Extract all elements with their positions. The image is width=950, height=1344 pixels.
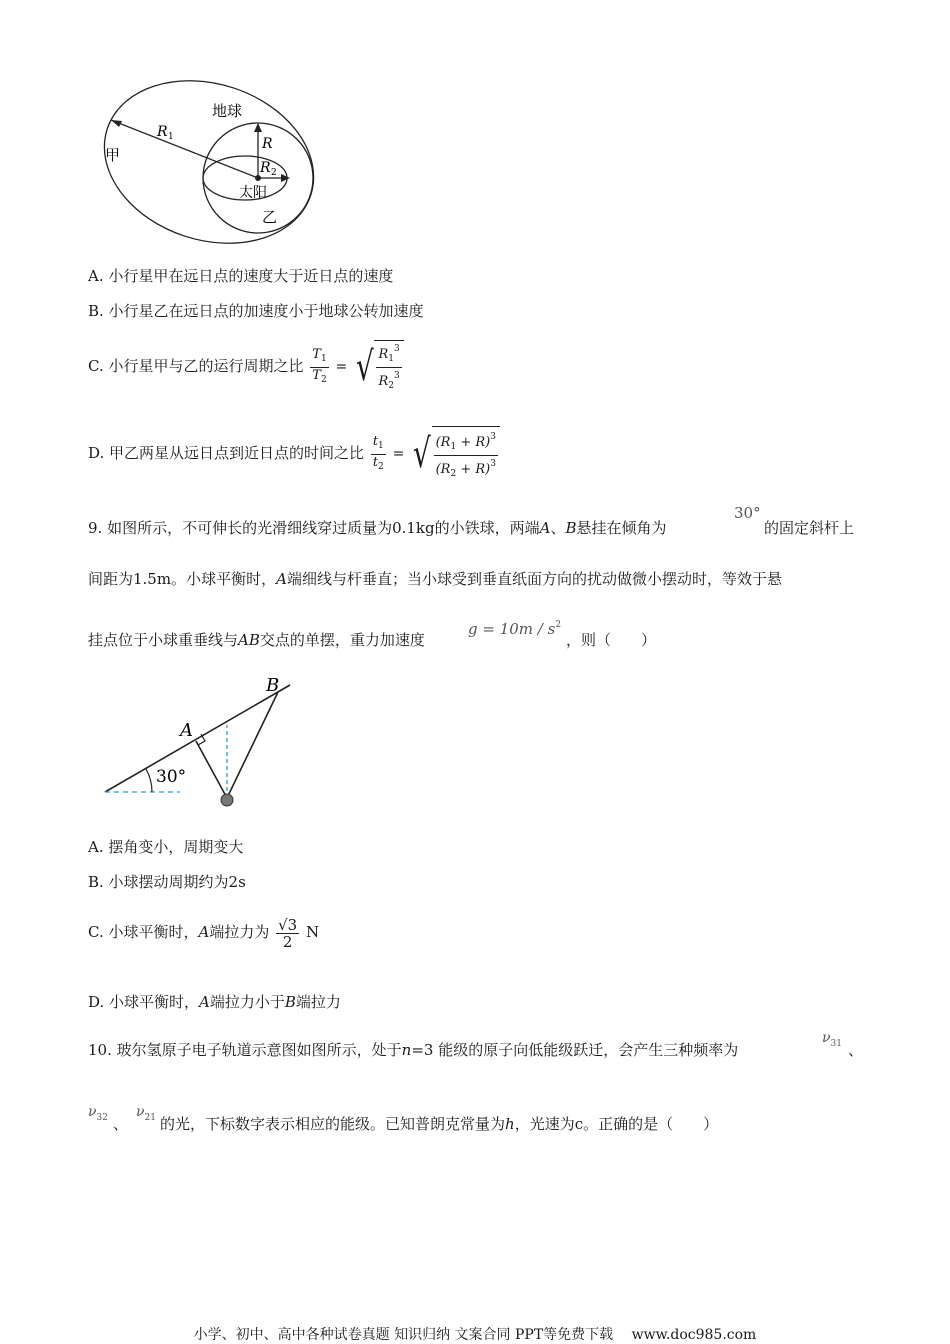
- q8-option-d: D. 甲乙两星从远日点到近日点的时间之比 $\frac{t_1}{t_2}$ = √ $\frac{(R_1 + R)^3}{(R_2 + R)^3}$: [88, 425, 500, 481]
- footer-banner: 小学、初中、高中各种试卷真题 知识归纳 文案合同 PPT等免费下载 www.doc985.com: [193, 1327, 757, 1343]
- sun-label: 太阳: [239, 185, 267, 201]
- q9-option-c-fraction: $\frac{√3}{2}$: [278, 915, 298, 951]
- q9-option-b: B. 小球摆动周期约为2s: [88, 873, 246, 891]
- q10-stem-line1: 10. 玻尔氢原子电子轨道示意图如图所示，处于n=3 能级的原子向低能级跃迁，会产生三种频率为: [88, 1041, 739, 1059]
- incline-angle-label: 30°: [156, 767, 187, 787]
- q8-option-c-formula-right: $\frac{R_1^3}{R_2^3}$: [374, 340, 403, 394]
- point-a-label: A: [180, 720, 193, 741]
- q9-stem-line1-end: 的固定斜杆上: [764, 519, 855, 537]
- r-label: R: [262, 136, 273, 152]
- q9-stem-line3-end: ，则（ ）: [566, 631, 657, 649]
- q8-option-c-text: C. 小行星甲与乙的运行周期之比: [88, 357, 304, 375]
- jia-label: 甲: [105, 146, 121, 164]
- q8-option-c-formula-left: $\frac{T_1}{T_2}$: [312, 346, 327, 385]
- incline-diagram: [100, 672, 300, 812]
- q8-option-d-formula-left: $\frac{t_1}{t_2}$: [372, 433, 384, 472]
- q10-sep2: 、: [113, 1115, 129, 1133]
- q10-nu21: $\nu_{21}$: [136, 1104, 156, 1123]
- q9-gravity: $g = 10m / s^2$: [468, 620, 562, 638]
- iron-ball: [221, 794, 233, 806]
- yi-label: 乙: [262, 208, 278, 226]
- q10-nu31: $\nu_{31}$: [822, 1030, 842, 1049]
- q9-angle: 30°: [734, 504, 761, 522]
- q9-stem-line1: 9. 如图所示，不可伸长的光滑细线穿过质量为0.1kg的小铁球，两端A、B悬挂在倾角为: [88, 519, 667, 537]
- earth-label: 地球: [212, 102, 243, 120]
- point-b-label: B: [266, 675, 280, 696]
- q9-option-a: A. 摆角变小，周期变大: [88, 838, 244, 856]
- q9-stem-line2: 间距为1.5m。小球平衡时，A端细线与杆垂直；当小球受到垂直纸面方向的扰动做微小摆动时，等效于悬: [88, 570, 782, 588]
- r2-label: R: [260, 160, 271, 176]
- q8-option-d-text: D. 甲乙两星从远日点到近日点的时间之比: [88, 444, 365, 462]
- orbit-diagram: [95, 80, 325, 250]
- q10-sep1: 、: [848, 1041, 864, 1059]
- q8-option-a: A. 小行星甲在远日点的速度大于近日点的速度: [88, 267, 394, 285]
- q10-stem-line2: 的光，下标数字表示相应的能级。已知普朗克常量为h，光速为c。正确的是（ ）: [160, 1115, 719, 1133]
- q9-option-d: D. 小球平衡时，A端拉力小于B端拉力: [88, 993, 341, 1011]
- q9-stem-line3: 挂点位于小球重垂线与AB交点的单摆，重力加速度: [88, 631, 425, 649]
- q10-nu32: $\nu_{32}$: [88, 1104, 108, 1123]
- q8-option-b: B. 小行星乙在远日点的加速度小于地球公转加速度: [88, 302, 424, 320]
- r1-sub: 1: [168, 132, 174, 142]
- r1-label: R: [157, 124, 168, 140]
- r2-sub: 2: [271, 168, 277, 178]
- q9-option-c: C. 小球平衡时，A端拉力为 $\frac{√3}{2}$ N: [88, 915, 320, 951]
- q8-option-d-formula-right: $\frac{(R_1 + R)^3}{(R_2 + R)^3}$: [432, 426, 500, 483]
- q8-option-c: C. 小行星甲与乙的运行周期之比 $\frac{T_1}{T_2}$ = √ $\frac{R_1^3}{R_2^3}$: [88, 340, 404, 390]
